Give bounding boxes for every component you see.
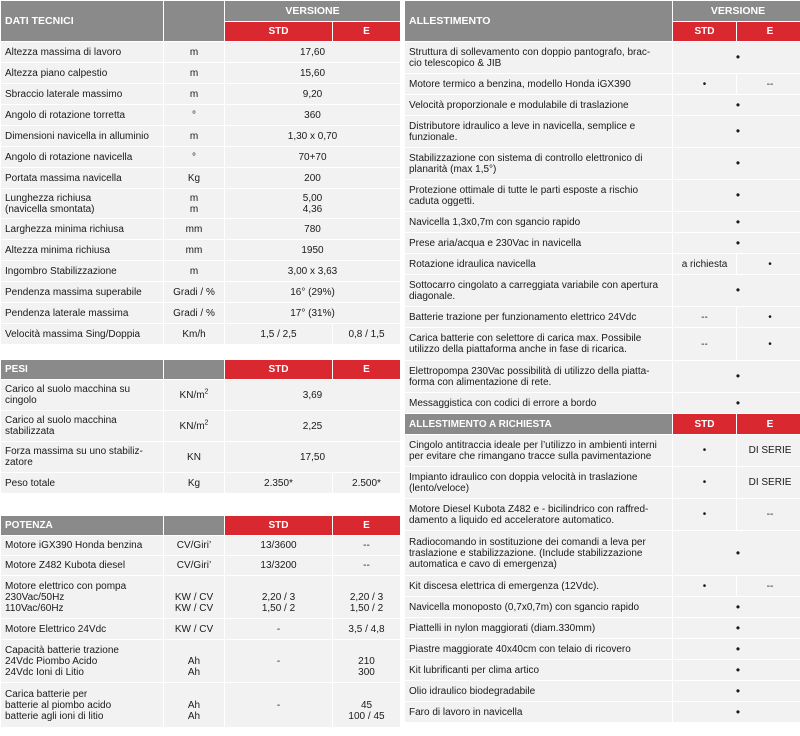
feature-label-line: forma con alimentazione di rete. [409, 376, 552, 388]
feature-label [405, 576, 672, 596]
row-value-line: 210 [358, 655, 375, 667]
std-header: STD [673, 414, 736, 434]
row-value-std: 13/3600 [225, 536, 332, 555]
allestimento-title: ALLESTIMENTO [405, 1, 672, 41]
feature-row [405, 74, 800, 94]
feature-row [405, 275, 800, 306]
row-label-line: Carico al suolo macchina su [5, 384, 131, 395]
row-unit [164, 576, 224, 618]
feature-e-value: -- [737, 576, 800, 596]
feature-included-mark: • [673, 148, 800, 179]
feature-row [405, 233, 800, 253]
row-value: 17° (31%) [225, 303, 400, 323]
feature-row [405, 639, 800, 659]
row-label-line: 230Vac/50Hz [5, 591, 65, 603]
row-label: Portata massima navicella [1, 168, 163, 188]
row-value-line: 4,36 [302, 203, 323, 215]
feature-label-line: Distributore idraulico a leve in navicella, semplice e [409, 120, 636, 132]
feature-label [405, 660, 672, 680]
row-unit: m [164, 42, 224, 62]
row-value: 360 [225, 105, 400, 125]
pesi-table [0, 359, 401, 494]
feature-label [405, 180, 672, 211]
pesi-title: PESI [1, 360, 163, 379]
feature-label-line: per evitare che rimangano tracce sulla pavimentazione [409, 450, 652, 462]
feature-std-value: • [673, 435, 736, 466]
row-label: Motore Z482 Kubota diesel [1, 556, 163, 575]
row-unit-line: Ah [187, 655, 201, 667]
feature-label-line: Kit discesa elettrica di emergenza (12Vdc). [409, 580, 600, 592]
feature-e-value: -- [737, 74, 800, 94]
unit-header [164, 516, 224, 535]
row-label-line: Lunghezza richiusa [5, 192, 92, 204]
row-value-e [333, 640, 400, 682]
unit-header [164, 360, 224, 379]
versione-header: VERSIONE [225, 1, 400, 21]
row-label: Sbraccio laterale massimo [1, 84, 163, 104]
row-label: Motore Elettrico 24Vdc [1, 619, 163, 639]
row-value-std: - [225, 640, 332, 682]
feature-label-line: Radiocomando in sostituzione dei comandi a leva per [409, 536, 646, 548]
feature-row [405, 212, 800, 232]
feature-included-mark: • [673, 180, 800, 211]
feature-row [405, 254, 800, 274]
row-unit-line: Ah [187, 699, 201, 711]
feature-included-mark: • [673, 95, 800, 115]
row-label-line: batterie al piombo acido [5, 699, 112, 711]
row-label: Peso totale [1, 473, 163, 493]
unit-text: KN/m [179, 389, 205, 401]
row-label-line: 24Vdc Ioni di Litio [5, 666, 84, 678]
feature-std-value: a richiesta [673, 254, 736, 274]
feature-label [405, 116, 672, 147]
std-header: STD [225, 360, 332, 379]
feature-row [405, 180, 800, 211]
feature-label [405, 328, 672, 360]
row-value: 16° (29%) [225, 282, 400, 302]
e-header: E [737, 22, 800, 41]
row-unit [164, 189, 224, 218]
feature-label [405, 435, 672, 466]
feature-label-line: Prese aria/acqua e 230Vac in navicella [409, 237, 582, 249]
feature-label-line: Messaggistica con codici di errore a bordo [409, 397, 597, 409]
row-value-std: 13/3200 [225, 556, 332, 575]
row-label [1, 683, 163, 727]
row-unit: m [164, 261, 224, 281]
feature-label-line: Stabilizzazione con sistema di controllo elettronico di [409, 152, 643, 164]
feature-label-line: Motore Diesel Kubota Z482 e - bicilindrico con raffred- [409, 503, 649, 515]
unit-sup: 2 [204, 388, 209, 396]
row-unit [164, 411, 224, 441]
row-value: 2,25 [225, 411, 400, 441]
feature-included-mark: • [673, 393, 800, 413]
row-value: 15,60 [225, 63, 400, 83]
row-unit: mm [164, 219, 224, 239]
row-label: Angolo di rotazione navicella [1, 147, 163, 167]
feature-label-line: traslazione e stabilizzazione. (Include stabilizzazione [409, 547, 643, 559]
row-unit-line: Ah [187, 710, 201, 722]
row-label [1, 380, 163, 410]
row-value-line: 2,20 / 3 [261, 591, 296, 603]
feature-included-mark: • [673, 116, 800, 147]
feature-row [405, 618, 800, 638]
row-unit: Gradi / % [164, 303, 224, 323]
feature-row [405, 499, 800, 530]
row-value-line: 45 [360, 699, 373, 711]
feature-label [405, 74, 672, 94]
feature-label-line: caduta oggetti. [409, 195, 475, 207]
row-label-line: cingolo [5, 395, 37, 406]
row-unit: KN [164, 442, 224, 472]
potenza-table [0, 515, 401, 728]
feature-label-line: damento a liquido ed acceleratore automatico. [409, 514, 615, 526]
row-label-line: 110Vac/60Hz [5, 602, 64, 614]
feature-included-mark: • [673, 361, 800, 392]
feature-label [405, 618, 672, 638]
std-header: STD [673, 22, 736, 41]
feature-included-mark: • [673, 681, 800, 701]
feature-label-line: Velocità proporzionale e modulabile di traslazione [409, 99, 629, 111]
feature-label [405, 212, 672, 232]
row-unit: Kg [164, 473, 224, 493]
e-header: E [333, 22, 400, 41]
feature-label [405, 233, 672, 253]
row-value: 17,50 [225, 442, 400, 472]
feature-e-value: -- [737, 499, 800, 530]
row-label [1, 411, 163, 441]
std-header: STD [225, 516, 332, 535]
feature-std-value: • [673, 467, 736, 498]
potenza-title: POTENZA [1, 516, 163, 535]
feature-included-mark: • [673, 639, 800, 659]
row-label: Pendenza laterale massima [1, 303, 163, 323]
row-label-line: Capacità batterie trazione [5, 644, 119, 656]
row-label [1, 576, 163, 618]
feature-e-value: • [737, 328, 800, 360]
row-label: Pendenza massima superabile [1, 282, 163, 302]
e-header: E [737, 414, 800, 434]
row-label: Ingombro Stabilizzazione [1, 261, 163, 281]
feature-label-line: Rotazione idraulica navicella [409, 258, 536, 270]
feature-included-mark: • [673, 233, 800, 253]
row-value-e: -- [333, 556, 400, 575]
feature-e-value: • [737, 307, 800, 327]
feature-label-line: Struttura di sollevamento con doppio pantografo, brac- [409, 46, 651, 58]
dati-tecnici-table [0, 0, 401, 345]
row-value: 9,20 [225, 84, 400, 104]
feature-row [405, 393, 800, 413]
row-label: Altezza massima di lavoro [1, 42, 163, 62]
feature-label-line: Impianto idraulico con doppia velocità in traslazione [409, 471, 638, 483]
feature-label-line: Motore termico a benzina, modello Honda iGX390 [409, 78, 631, 90]
row-unit-line: m [189, 203, 199, 215]
row-unit: mm [164, 240, 224, 260]
feature-label-line: diagonale. [409, 290, 456, 302]
feature-row [405, 660, 800, 680]
feature-label-line: Navicella 1,3x0,7m con sgancio rapido [409, 216, 581, 228]
row-value-line: 1,50 / 2 [261, 602, 296, 614]
row-unit: ° [164, 105, 224, 125]
feature-e-value: • [737, 254, 800, 274]
feature-label-line: (lento/veloce) [409, 482, 470, 494]
row-value-line: 1,50 / 2 [349, 602, 384, 614]
row-unit: ° [164, 147, 224, 167]
row-unit: KW / CV [164, 619, 224, 639]
feature-row [405, 702, 800, 722]
dati-tecnici-title: DATI TECNICI [1, 1, 163, 41]
feature-included-mark: • [673, 597, 800, 617]
feature-label-line: Protezione ottimale di tutte le parti esposte a rischio [409, 184, 639, 196]
row-label: Velocità massima Sing/Doppia [1, 324, 163, 344]
richiesta-title: ALLESTIMENTO A RICHIESTA [405, 414, 672, 434]
row-value-std: - [225, 619, 332, 639]
feature-label-line: Piattelli in nylon maggiorati (diam.330mm) [409, 622, 596, 634]
feature-included-mark: • [673, 618, 800, 638]
row-label: Altezza minima richiusa [1, 240, 163, 260]
feature-std-value: -- [673, 328, 736, 360]
feature-row [405, 307, 800, 327]
feature-row [405, 531, 800, 575]
row-unit: Km/h [164, 324, 224, 344]
e-header: E [333, 360, 400, 379]
feature-label [405, 467, 672, 498]
feature-label-line: automatica e cavo di emergenza) [409, 558, 557, 570]
feature-label-line: Navicella monoposto (0,7x0,7m) con sgancio rapido [409, 601, 640, 613]
row-value: 1,30 x 0,70 [225, 126, 400, 146]
row-label-line: Forza massima su uno stabiliz- [5, 446, 143, 457]
row-label [1, 442, 163, 472]
feature-label-line: Kit lubrificanti per clima artico [409, 664, 540, 676]
row-label: Angolo di rotazione torretta [1, 105, 163, 125]
row-value-e: 2.500* [333, 473, 400, 493]
feature-label-line: Carica batterie con selettore di carica max. Possibile [409, 333, 642, 344]
row-value: 17,60 [225, 42, 400, 62]
std-header: STD [225, 22, 332, 41]
feature-e-value: DI SERIE [737, 435, 800, 466]
unit-header [164, 1, 224, 41]
feature-label-line: Olio idraulico biodegradabile [409, 685, 536, 697]
row-label [1, 640, 163, 682]
feature-std-value: • [673, 499, 736, 530]
row-value-std [225, 576, 332, 618]
row-unit [164, 640, 224, 682]
feature-label [405, 499, 672, 530]
row-value: 1950 [225, 240, 400, 260]
row-value-std: - [225, 683, 332, 727]
feature-label [405, 681, 672, 701]
row-label-line: (navicella smontata) [5, 203, 95, 215]
row-unit: m [164, 84, 224, 104]
row-label: Larghezza minima richiusa [1, 219, 163, 239]
feature-included-mark: • [673, 531, 800, 575]
feature-included-mark: • [673, 212, 800, 232]
feature-label [405, 597, 672, 617]
richiesta-rows [405, 435, 800, 722]
row-value-e [333, 683, 400, 727]
row-value-e: 0,8 / 1,5 [333, 324, 400, 344]
row-unit: Kg [164, 168, 224, 188]
feature-label [405, 393, 672, 413]
feature-row [405, 42, 800, 73]
feature-label [405, 95, 672, 115]
feature-label-line: planarità (max 1,5°) [409, 163, 497, 175]
row-unit [164, 380, 224, 410]
row-value-e: -- [333, 536, 400, 555]
feature-label [405, 148, 672, 179]
row-label [1, 189, 163, 218]
row-label-line: Carica batterie per [5, 688, 88, 700]
allestimento-table [404, 0, 800, 723]
feature-included-mark: • [673, 660, 800, 680]
row-label: Dimensioni navicella in alluminio [1, 126, 163, 146]
unit-sup: 2 [204, 419, 209, 427]
feature-label-line: Cingolo antitraccia ideale per l’utilizzo in ambienti interni [409, 439, 657, 451]
row-unit: Gradi / % [164, 282, 224, 302]
feature-row [405, 116, 800, 147]
row-unit-line: Ah [187, 666, 201, 678]
feature-row [405, 467, 800, 498]
row-unit: CV/Giri’ [164, 556, 224, 575]
feature-std-value: -- [673, 307, 736, 327]
row-label-line: batterie agli ioni di litio [5, 710, 104, 722]
feature-row [405, 361, 800, 392]
feature-label-line: Sottocarro cingolato a carreggiata variabile con apertura [409, 279, 659, 291]
row-value: 3,00 x 3,63 [225, 261, 400, 281]
feature-label-line: Batterie trazione per funzionamento elettrico 24Vdc [409, 311, 637, 323]
row-value: 200 [225, 168, 400, 188]
feature-row [405, 328, 800, 360]
row-value: 70+70 [225, 147, 400, 167]
row-value-std: 1,5 / 2,5 [225, 324, 332, 344]
row-unit-line: KW / CV [174, 591, 214, 603]
row-value: 780 [225, 219, 400, 239]
unit-text: KN/m [179, 420, 205, 432]
versione-header: VERSIONE [673, 1, 800, 21]
feature-label [405, 361, 672, 392]
feature-included-mark: • [673, 275, 800, 306]
row-label-line: Carico al suolo macchina [5, 415, 117, 426]
feature-label [405, 307, 672, 327]
row-unit: m [164, 63, 224, 83]
feature-e-value: DI SERIE [737, 467, 800, 498]
feature-label [405, 702, 672, 722]
row-unit: m [164, 126, 224, 146]
feature-row [405, 681, 800, 701]
feature-label [405, 254, 672, 274]
row-unit-line: m [189, 192, 199, 204]
row-unit [164, 683, 224, 727]
feature-std-value: • [673, 74, 736, 94]
row-label-line: Motore elettrico con pompa [5, 580, 127, 592]
e-header: E [333, 516, 400, 535]
feature-row [405, 576, 800, 596]
row-value: 3,69 [225, 380, 400, 410]
feature-label-line: utilizzo della piattaforma anche in fase di ricarica. [409, 344, 627, 355]
feature-label-line: Piastre maggiorate 40x40cm con telaio di ricovero [409, 643, 631, 655]
row-label-line: stabilizzata [5, 426, 55, 437]
row-value [225, 189, 400, 218]
feature-row [405, 435, 800, 466]
feature-label [405, 531, 672, 575]
feature-label-line: Faro di lavoro in navicella [409, 706, 523, 718]
row-value-line: 5,00 [302, 192, 323, 204]
row-value-line: 300 [358, 666, 375, 678]
feature-row [405, 597, 800, 617]
feature-label [405, 42, 672, 73]
feature-std-value: • [673, 576, 736, 596]
feature-label [405, 275, 672, 306]
row-value-e [333, 576, 400, 618]
feature-included-mark: • [673, 702, 800, 722]
row-label: Altezza piano calpestio [1, 63, 163, 83]
row-value-std: 2.350* [225, 473, 332, 493]
feature-label-line: Elettropompa 230Vac possibilità di utilizzo della piatta- [409, 365, 650, 377]
row-value-line: 2,20 / 3 [349, 591, 384, 603]
feature-label [405, 639, 672, 659]
feature-label-line: funzionale. [409, 131, 458, 143]
feature-included-mark: • [673, 42, 800, 73]
row-value-e: 3,5 / 4,8 [333, 619, 400, 639]
row-label-line: 24Vdc Piombo Acido [5, 655, 98, 667]
feature-label-line: cio telescopico & JIB [409, 57, 502, 69]
allestimento-rows [405, 42, 800, 413]
feature-row [405, 95, 800, 115]
row-value-line: 100 / 45 [348, 710, 385, 722]
feature-row [405, 148, 800, 179]
row-label: Motore iGX390 Honda benzina [1, 536, 163, 555]
row-unit: CV/Giri’ [164, 536, 224, 555]
row-unit-line: KW / CV [174, 602, 214, 614]
row-label-line: zatore [5, 457, 33, 468]
